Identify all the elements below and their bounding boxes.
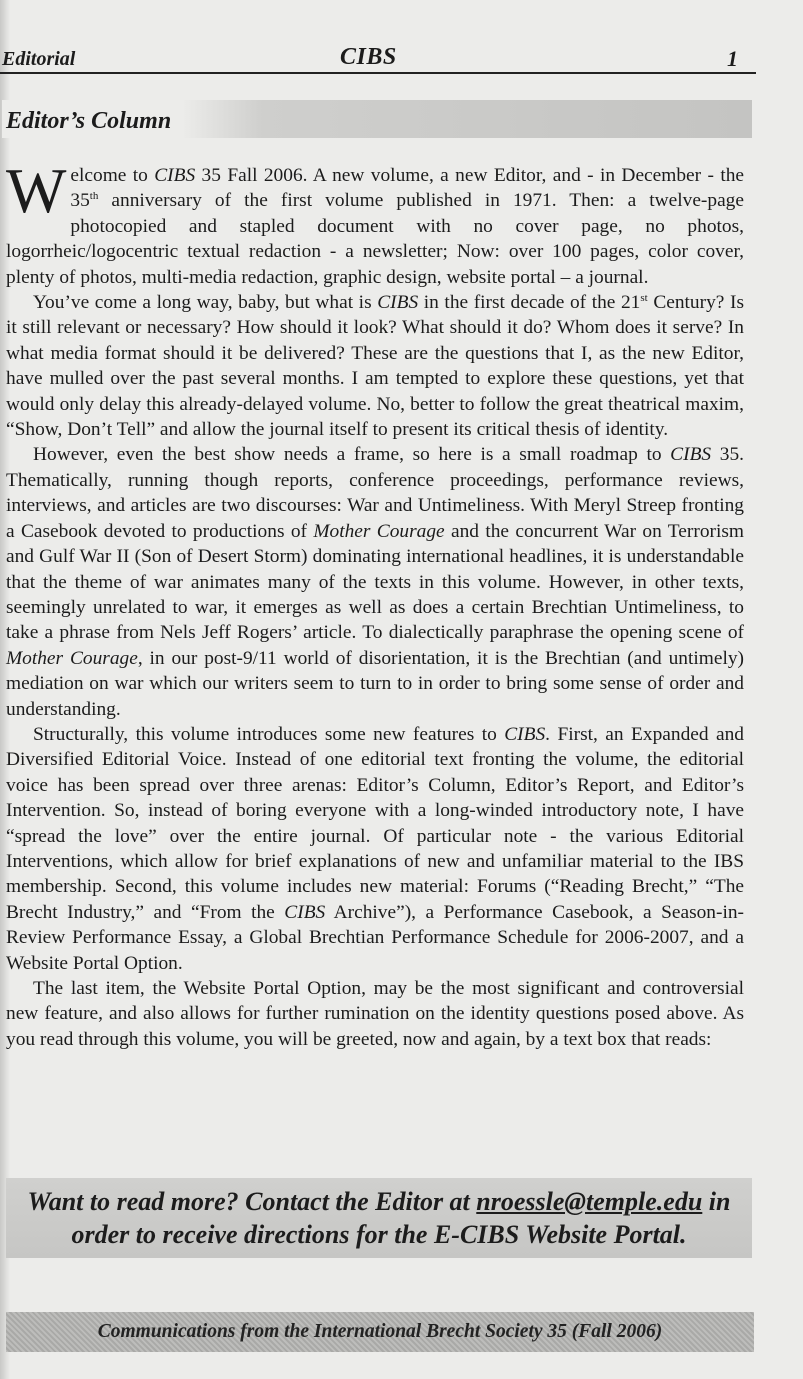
running-head: [0, 42, 756, 74]
text-run: Century? Is it still relevant or necessary? How should it look? What should it do? Whom does it serve? In what media format should it be delivered? These are the questions that I, as the new Editor, have mulled over the past several months. I am tempted to explore these questions, yet that would only delay this already-delayed volume. No, better to follow the great theatrical maxim, “Show, Don’t Tell” and allow the journal itself to present its critical thesis of identity.: [6, 292, 744, 441]
paragraph-1: [6, 155, 745, 290]
play-title: Mother Courage: [313, 520, 445, 542]
website-portal-callout: [6, 1178, 752, 1258]
section-label: Editorial: [2, 48, 76, 70]
footer-text: Communications from the International Brecht Society 35 (Fall 2006): [97, 1321, 663, 1342]
journal-name: CIBS: [154, 165, 196, 186]
text-run: in the first decade of the 21: [418, 292, 641, 314]
callout-line-1: [6, 1185, 752, 1218]
text-run: . First, an Expanded and Diversified Editorial Voice. Instead of one editorial text fronting the volume, the editorial voice has been spread over three arenas: Editor’s Column, Editor’s Report, and Editor’s Intervention. So, instead of boring everyone with a long-winded introductory note, I have “spread the love” over the entire journal. Of particular note - the various Editorial Interventions, which allow for brief explanations of new and unfamiliar material to the IBS membership. Second, this volume includes new material: Forums (“Reading Brecht,” “The Brecht Industry,” and “From the: [6, 723, 744, 923]
callout-text: Want to read more? Contact the Editor at: [27, 1187, 477, 1216]
play-title: Mother Courage: [6, 647, 138, 669]
text-run: You’ve come a long way, baby, but what is: [33, 292, 378, 314]
text-run: anniversary of the first volume published in 1971. Then: a twelve-page photocopied and stapled document with no cover page, no photos, logorrheic/logocentric textual redaction - a newsletter; Now: over 100 pages, color cover, plenty of photos, multi-media redaction, graphic design, website portal – a journal.: [6, 190, 744, 288]
drop-cap: W: [6, 155, 67, 226]
callout-text: in: [702, 1187, 731, 1216]
paragraph-5: [6, 976, 744, 1052]
superscript: th: [89, 190, 99, 203]
text-run: However, even the best show needs a frame, so here is a small roadmap to: [33, 444, 671, 466]
page-number: 1: [727, 46, 738, 71]
superscript: st: [640, 292, 648, 305]
text-run: 35 Fall 2006. A new volume, a new Editor, and - in December - the 35: [70, 165, 745, 212]
text-run: , in our post-9/11 world of disorientation, it is the Brechtian (and untimely) mediation on war which our writers seem to turn to in order to bring some sense of order and understanding.: [6, 647, 744, 720]
journal-title: CIBS: [340, 44, 397, 70]
journal-name: CIBS: [670, 444, 712, 466]
footer-bar: [6, 1312, 754, 1352]
text-run: Archive”), a Performance Casebook, a Season-in-Review Performance Essay, a Global Brechtian Performance Schedule for 2006-2007, and a Website Portal Option.: [6, 901, 745, 974]
text-run: Structurally, this volume introduces some new features to: [33, 723, 505, 745]
text-run: 35. Thematically, running though reports, conference proceedings, performance reviews, interviews, and articles are two discourses: War and Untimeliness. With Meryl Streep fronting a Casebook devoted to productions of: [6, 444, 744, 542]
article-body: [6, 155, 745, 1052]
text-run: and the concurrent War on Terrorism and Gulf War II (Son of Desert Storm) dominating international headlines, it is understandable that the theme of war animates many of the texts in this volume. However, in other texts, seemingly unrelated to war, it emerges as well as does a certain Brechtian Untimeliness, to take a phrase from Nels Jeff Rogers’ article. To dialectically paraphrase the opening scene of: [6, 520, 744, 644]
paragraph-3: [6, 442, 744, 721]
journal-name: CIBS: [377, 292, 419, 314]
paragraph-4: [6, 722, 744, 976]
editor-email-link[interactable]: nroessle@temple.edu: [476, 1187, 703, 1216]
journal-name: CIBS: [284, 901, 326, 923]
text-run: elcome to: [70, 165, 155, 186]
callout-line-2: order to receive directions for the E-CIBS Website Portal.: [71, 1220, 687, 1249]
paragraph-2: [6, 290, 744, 442]
journal-name: CIBS: [504, 723, 546, 745]
text-run: The last item, the Website Portal Option, may be the most significant and controversial new feature, and also allows for further rumination on the identity questions posed above. As you read through this volume, you will be greeted, now and again, by a text box that reads:: [6, 978, 744, 1050]
column-title: Editor’s Column: [6, 108, 172, 134]
